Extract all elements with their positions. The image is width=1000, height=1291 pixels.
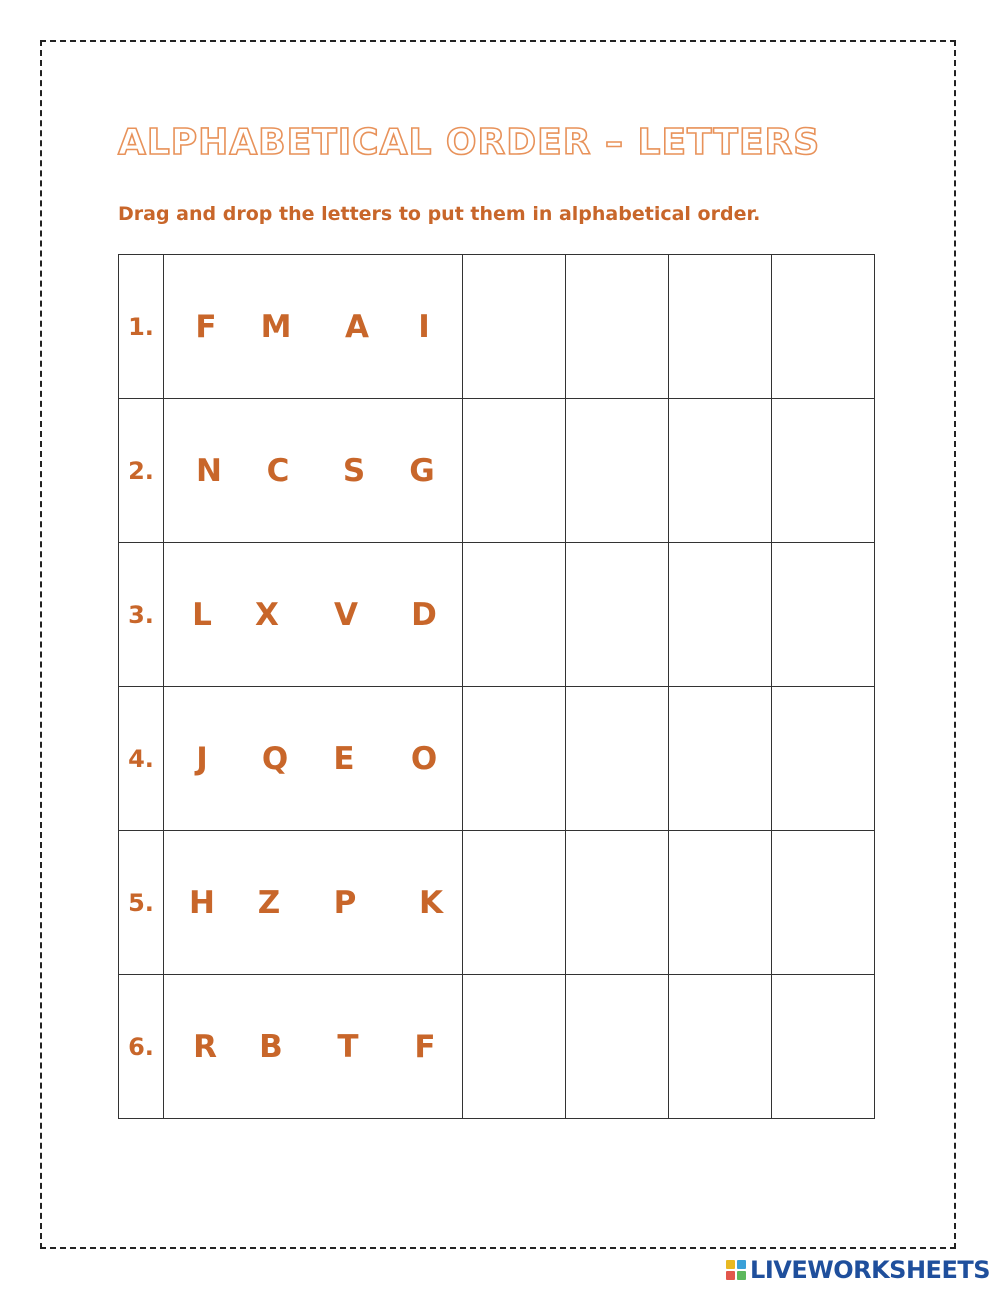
draggable-letter[interactable]: Z [257,884,281,921]
brand-name: LIVEWORKSHEETS [750,1256,990,1284]
drop-box[interactable] [566,399,669,543]
drop-box[interactable] [669,975,772,1119]
draggable-letter[interactable]: Q [261,740,289,777]
table-row [119,687,875,831]
drop-box[interactable] [463,975,566,1119]
drop-box[interactable] [669,399,772,543]
row-number: 5. [119,831,164,975]
drop-box[interactable] [772,975,875,1119]
drop-box[interactable] [463,255,566,399]
drop-box[interactable] [566,831,669,975]
draggable-letter[interactable]: T [337,1028,359,1065]
draggable-letter[interactable]: O [410,740,438,777]
table-row [119,975,875,1119]
draggable-letter[interactable]: J [196,740,208,777]
drop-box[interactable] [566,687,669,831]
draggable-letter[interactable]: X [255,596,279,633]
drop-box[interactable] [772,255,875,399]
draggable-letter[interactable]: G [409,452,435,489]
row-number: 6. [119,975,164,1119]
drop-box[interactable] [669,543,772,687]
row-number: 2. [119,399,164,543]
row-number: 3. [119,543,164,687]
draggable-letter[interactable]: K [418,884,444,921]
draggable-letter[interactable]: F [414,1028,436,1065]
table-row [119,543,875,687]
letters-cell [164,255,463,399]
worksheet-instructions: Drag and drop the letters to put them in alphabetical order. [118,203,761,225]
worksheet-title: ALPHABETICAL ORDER – LETTERS [118,122,821,163]
logo-square-icon [737,1271,746,1280]
draggable-letter[interactable]: H [189,884,215,921]
draggable-letter[interactable]: P [333,884,357,921]
drop-box[interactable] [463,687,566,831]
draggable-letter[interactable]: N [196,452,222,489]
drop-box[interactable] [772,687,875,831]
letters-cell [164,399,463,543]
liveworksheets-logo[interactable] [726,1256,990,1284]
drop-box[interactable] [772,399,875,543]
letters-cell [164,687,463,831]
draggable-letter[interactable]: F [195,308,217,345]
draggable-letter[interactable]: C [266,452,290,489]
answer-table [118,254,875,1119]
draggable-letter[interactable]: V [334,596,358,633]
drop-box[interactable] [463,399,566,543]
draggable-letter[interactable]: R [193,1028,217,1065]
logo-square-icon [726,1260,735,1269]
draggable-letter[interactable]: L [192,596,212,633]
draggable-letter[interactable]: E [333,740,355,777]
drop-box[interactable] [566,255,669,399]
drop-box[interactable] [463,831,566,975]
table-row [119,831,875,975]
drop-box[interactable] [772,543,875,687]
drop-box[interactable] [669,687,772,831]
row-number: 4. [119,687,164,831]
logo-square-icon [737,1260,746,1269]
liveworksheets-logo-icon [726,1260,746,1280]
drop-box[interactable] [566,975,669,1119]
drop-box[interactable] [772,831,875,975]
draggable-letter[interactable]: D [411,596,437,633]
logo-square-icon [726,1271,735,1280]
drop-box[interactable] [566,543,669,687]
letters-cell [164,975,463,1119]
table-row [119,399,875,543]
row-number: 1. [119,255,164,399]
drop-box[interactable] [463,543,566,687]
draggable-letter[interactable]: I [418,308,430,345]
draggable-letter[interactable]: B [259,1028,283,1065]
draggable-letter[interactable]: A [345,308,369,345]
letters-cell [164,543,463,687]
drop-box[interactable] [669,831,772,975]
drop-box[interactable] [669,255,772,399]
letters-cell [164,831,463,975]
draggable-letter[interactable]: M [260,308,292,345]
table-row [119,255,875,399]
draggable-letter[interactable]: S [342,452,366,489]
